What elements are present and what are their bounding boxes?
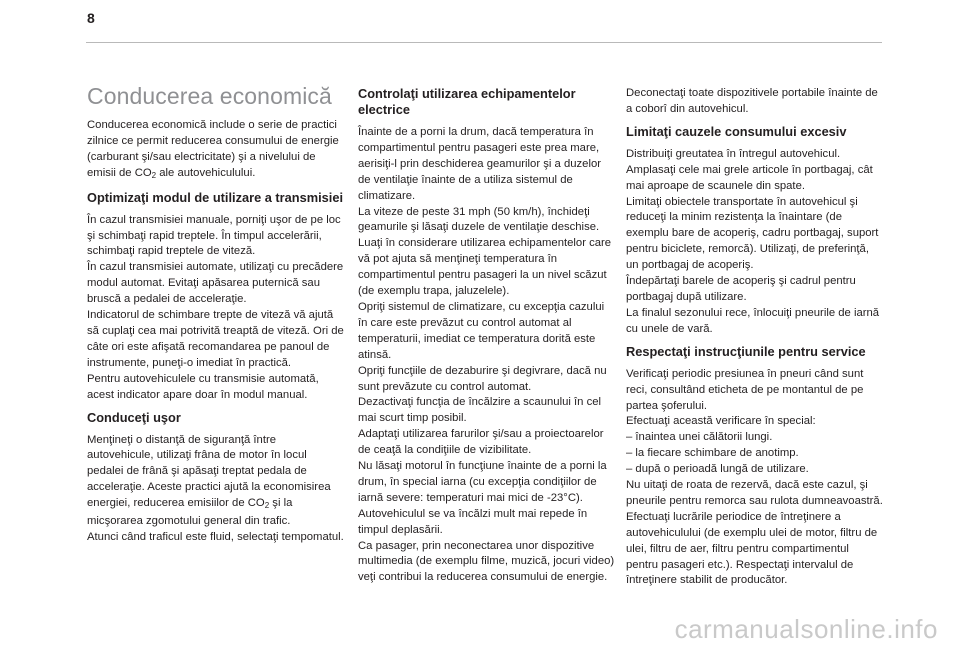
heading-service-instructions: Respectaţi instrucţiunile pentru service xyxy=(626,343,866,359)
paragraph-service-instructions: Verificaţi periodic presiunea în pneuri când sunt reci, consultând eticheta de pe montantul de pe partea şoferului. Efectuaţi această verificare în special: – înaintea unei călătorii lungi. – la fiecare schimbare de anotimp. – după o perioadă lungă de utilizare. Nu uitaţi de roata de rezervă, dacă este cazul, şi pneurile pentru remorca sau rulota dumneavoastră. Efectuaţi lucrările periodice de întreţinere a autovehiculului (de exemplu ulei de motor, filtru de ulei, filtru de aer, filtru pentru compartimentul pentru pasageri etc.). Respectaţi intervalul de întreţinere stabilit de producător. xyxy=(626,367,883,587)
heading-transmission: Optimizaţi modul de utilizare a transmisiei xyxy=(87,189,343,205)
drive-text-end: şi la micşorarea zgomotului general din trafic. Atunci când traficul este fluid, selectaţi tempomatul. xyxy=(87,497,344,543)
heading-drive-smoothly: Conduceţi uşor xyxy=(87,409,181,425)
watermark: carmanualsonline.info xyxy=(674,614,938,644)
paragraph-transmission: În cazul transmisiei manuale, porniţi uşor de pe loc şi schimbaţi rapid treptele. În timpul accelerării, schimbaţi rapid treptele de viteză. În cazul transmisiei automate, utilizaţi cu precădere modul automat. Evitaţi apăsarea puternică sau bruscă a pedalei de acceleraţie. Indicatorul de schimbare trepte de viteză vă ajută să cuplaţi cea mai potrivită treaptă de viteză. Ori de câte ori este afişată recomandarea pe panoul de instrumente, puneţi-o imediat în practică. Pentru autovehiculele cu transmisie automată, acest indicator apare doar în modul manual. xyxy=(87,213,344,401)
paragraph-drive-smoothly xyxy=(87,433,345,546)
column-2 xyxy=(358,86,616,592)
column-1 xyxy=(87,82,345,552)
paragraph-unplug-devices: Deconectaţi toate dispozitivele portabile înainte de a coborî din autovehicul. xyxy=(626,87,878,115)
header-divider xyxy=(86,42,882,43)
drive-text: Menţineţi o distanţă de siguranţă între autovehicule, utilizaţi frâna de motor în locul pedalei de frână şi apăsaţi treptat pedala de acceleraţie. Aceste practici ajută la economisirea energiei, reducerea emisiilor de CO xyxy=(87,433,331,510)
intro-text: Conducerea economică include o serie de practici zilnice ce permit reducerea consumului de energie (carburant şi/sau electricitate) şi a nivelului de emisii de CO xyxy=(87,119,339,179)
heading-limit-consumption: Limitaţi cauzele consumului excesiv xyxy=(626,123,847,139)
page-number: 8 xyxy=(87,10,95,26)
intro-text-end: ale autovehiculului. xyxy=(156,166,256,179)
co2-subscript: 2 xyxy=(151,170,157,180)
paragraph-limit-consumption: Distribuiţi greutatea în întregul autovehicul. Amplasaţi cele mai grele articole în portbagaj, cât mai aproape de scaunele din spate. Limitaţi obiectele transportate în autovehicul şi reduceţi la minim rezistenţa la înaintare (de exemplu bare de acoperiş, cadru portbagaj, suport pentru biciclete, remorcă). Utilizaţi, de preferinţă, un portbagaj de acoperiş. Îndepărtaţi barele de acoperiş şi cadrul pentru portbagaj după utilizare. La finalul sezonului rece, înlocuiţi pneurile de iarnă cu unele de vară. xyxy=(626,147,880,335)
co2-subscript: 2 xyxy=(264,501,270,511)
heading-electrical-equipment: Controlaţi utilizarea echipamentelor electrice xyxy=(358,86,576,117)
column-3 xyxy=(626,86,884,595)
intro-paragraph xyxy=(87,118,345,184)
paragraph-electrical-equipment: Înainte de a porni la drum, dacă temperatura în compartimentul pentru pasageri este prea mare, aerisiţi-l prin deschiderea geamurilor şi a duzelor de ventilaţie înainte de a utiliza sistemul de climatizare. La viteze de peste 31 mph (50 km/h), închideţi geamurile şi lăsaţi duzele de ventilaţie deschise. Luaţi în considerare utilizarea echipamentelor care vă pot ajuta să menţineţi temperatura în compartimentul pentru pasageri la un nivel scăzut (de exemplu trapa, jaluzelele). Opriţi sistemul de climatizare, cu excepţia cazului în care este prevăzut cu control automat al temperaturii, imediat ce temperatura dorită este atinsă. Opriţi funcţiile de dezaburire şi degivrare, dacă nu sunt prevăzute cu control automat. Dezactivaţi funcţia de încălzire a scaunului în cel mai scurt timp posibil. Adaptaţi utilizarea farurilor şi/sau a proiectoarelor de ceaţă la condiţiile de vizibilitate. Nu lăsaţi motorul în funcţiune înainte de a porni la drum, în special iarna (cu excepţia condiţiilor de iarnă severe: temperaturi mai mici de -23°C). Autovehiculul se va încălzi mult mai repede în timpul deplasării. Ca pasager, prin neconectarea unor dispozitive multimedia (de exemplu filme, muzică, jocuri video) veţi contribui la reducerea consumului de energie. xyxy=(358,126,615,584)
page-title: Conducerea economică xyxy=(87,83,332,109)
